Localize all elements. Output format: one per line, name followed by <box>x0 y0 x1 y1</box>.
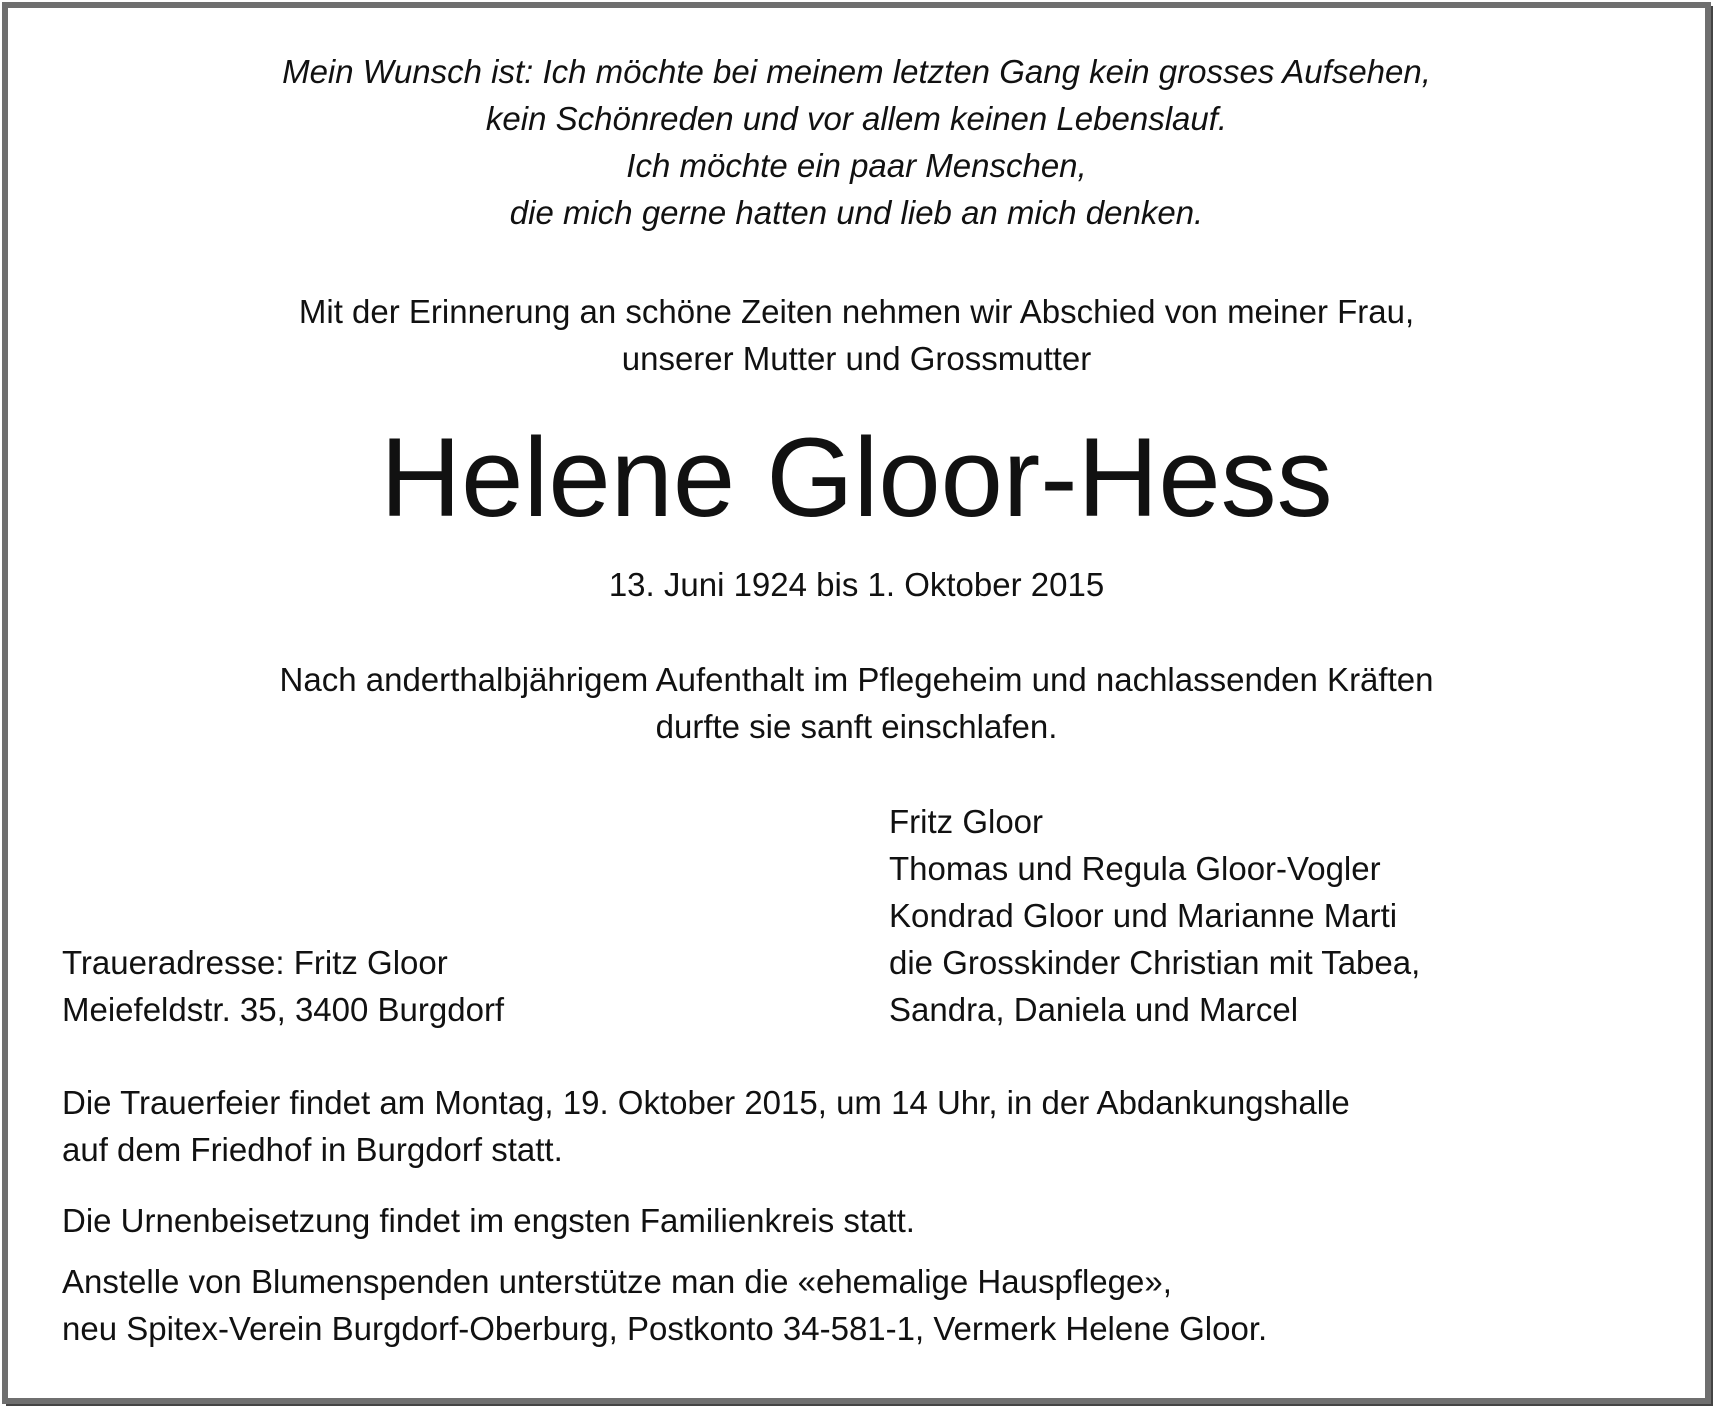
quote-line: Mein Wunsch ist: Ich möchte bei meinem letzten Gang kein grosses Aufsehen, <box>282 53 1431 90</box>
donation-notice <box>62 1258 1267 1352</box>
notice-line: Die Trauerfeier findet am Montag, 19. Oktober 2015, um 14 Uhr, in der Abdankungshalle <box>62 1084 1350 1121</box>
intro-line: Mit der Erinnerung an schöne Zeiten nehmen wir Abschied von meiner Frau, <box>298 293 1415 330</box>
mourner-line: Thomas und Regula Gloor-Vogler <box>889 850 1381 887</box>
passing-text <box>8 656 1705 750</box>
life-dates: 13. Juni 1924 bis 1. Oktober 2015 <box>608 566 1105 603</box>
mourner-line: Sandra, Daniela und Marcel <box>889 991 1299 1028</box>
quote-line: die mich gerne hatten und lieb an mich denken. <box>509 194 1204 231</box>
passing-line: durfte sie sanft einschlafen. <box>655 708 1058 745</box>
quote-line: Ich möchte ein paar Menschen, <box>626 147 1087 184</box>
quote-line: kein Schönreden und vor allem keinen Lebenslauf. <box>485 100 1228 137</box>
farewell-intro <box>8 288 1705 382</box>
obituary-notice <box>2 2 1711 1404</box>
mourner-line: Kondrad Gloor und Marianne Marti <box>889 897 1398 934</box>
mourner-line: Fritz Gloor <box>889 803 1044 840</box>
notice-line: Anstelle von Blumenspenden unterstütze man die «ehemalige Hauspflege», <box>62 1263 1172 1300</box>
passing-line: Nach anderthalbjährigem Aufenthalt im Pflegeheim und nachlassenden Kräften <box>279 661 1434 698</box>
address-line: Meiefeldstr. 35, 3400 Burgdorf <box>62 991 505 1028</box>
epigraph-quote <box>8 48 1705 236</box>
deceased-name: Helene Gloor-Hess <box>380 415 1333 540</box>
intro-line: unserer Mutter und Grossmutter <box>621 340 1092 377</box>
mourners-list <box>889 798 1420 1033</box>
notice-line: auf dem Friedhof in Burgdorf statt. <box>62 1131 563 1168</box>
address-line: Traueradresse: Fritz Gloor <box>62 944 448 981</box>
urn-notice <box>62 1197 915 1244</box>
notice-line: Die Urnenbeisetzung findet im engsten Familienkreis statt. <box>62 1202 915 1239</box>
mourning-address <box>62 939 504 1033</box>
funeral-notice <box>62 1079 1350 1173</box>
mourner-line: die Grosskinder Christian mit Tabea, <box>889 944 1421 981</box>
notice-line: neu Spitex-Verein Burgdorf-Oberburg, Postkonto 34-581-1, Vermerk Helene Gloor. <box>62 1310 1268 1347</box>
